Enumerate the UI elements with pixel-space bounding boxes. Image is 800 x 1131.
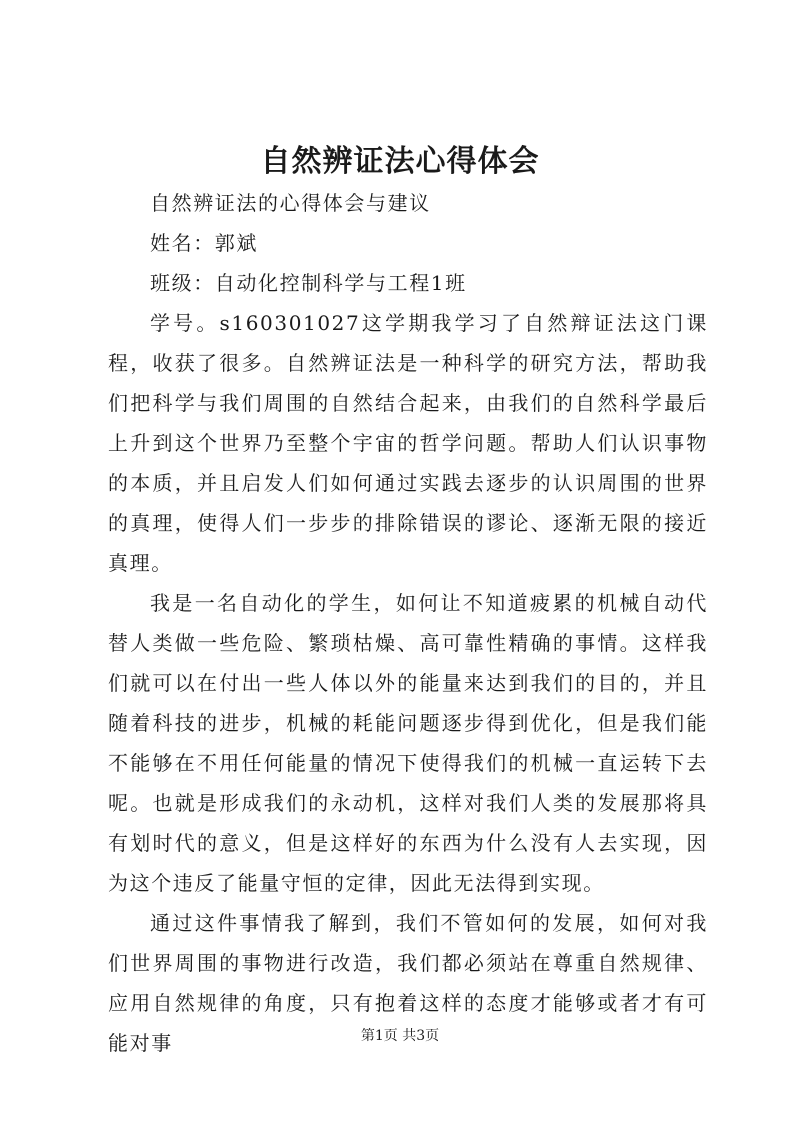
body-paragraph: 我是一名自动化的学生，如何让不知道疲累的机械自动代替人类做一些危险、繁琐枯燥、高可靠性精确的事情。这样我们就可以在付出一些人体以外的能量来达到我们的目的，并且随着科技的进步，机械的耗能问题逐步得到优化，但是我们能不能够在不用任何能量的情况下使得我们的机械一直运转下去呢。也就是形成我们的永动机，这样对我们人类的发展那将具有划时代的意义，但是这样好的东西为什么没有人去实现，因为这个违反了能量守恒的定律，因此无法得到实现。 bbox=[108, 591, 708, 895]
document-body bbox=[108, 183, 708, 1063]
class-paragraph: 班级：自动化控制科学与工程1班 bbox=[150, 271, 467, 295]
page-footer: 第1页 共3页 bbox=[360, 1028, 440, 1044]
body-paragraph: 学号。s160301027这学期我学习了自然辩证法这门课程，收获了很多。自然辨证法是一种科学的研究方法，帮助我们把科学与我们周围的自然结合起来，由我们的自然科学最后上升到这个世界乃至整个宇宙的哲学问题。帮助人们认识事物的本质，并且启发人们如何通过实践去逐步的认识周围的世界的真理，使得人们一步步的排除错误的谬论、逐渐无限的接近真理。 bbox=[108, 311, 708, 575]
subtitle-paragraph: 自然辨证法的心得体会与建议 bbox=[150, 191, 431, 215]
body-paragraph: 通过这件事情我了解到，我们不管如何的发展，如何对我们世界周围的事物进行改造，我们都必须站在尊重自然规律、应用自然规律的角度，只有抱着这样的态度才能够或者才有可能对事 bbox=[108, 911, 708, 1055]
document-title: 自然辨证法心得体会 bbox=[260, 144, 540, 179]
name-paragraph: 姓名：郭斌 bbox=[150, 231, 258, 255]
